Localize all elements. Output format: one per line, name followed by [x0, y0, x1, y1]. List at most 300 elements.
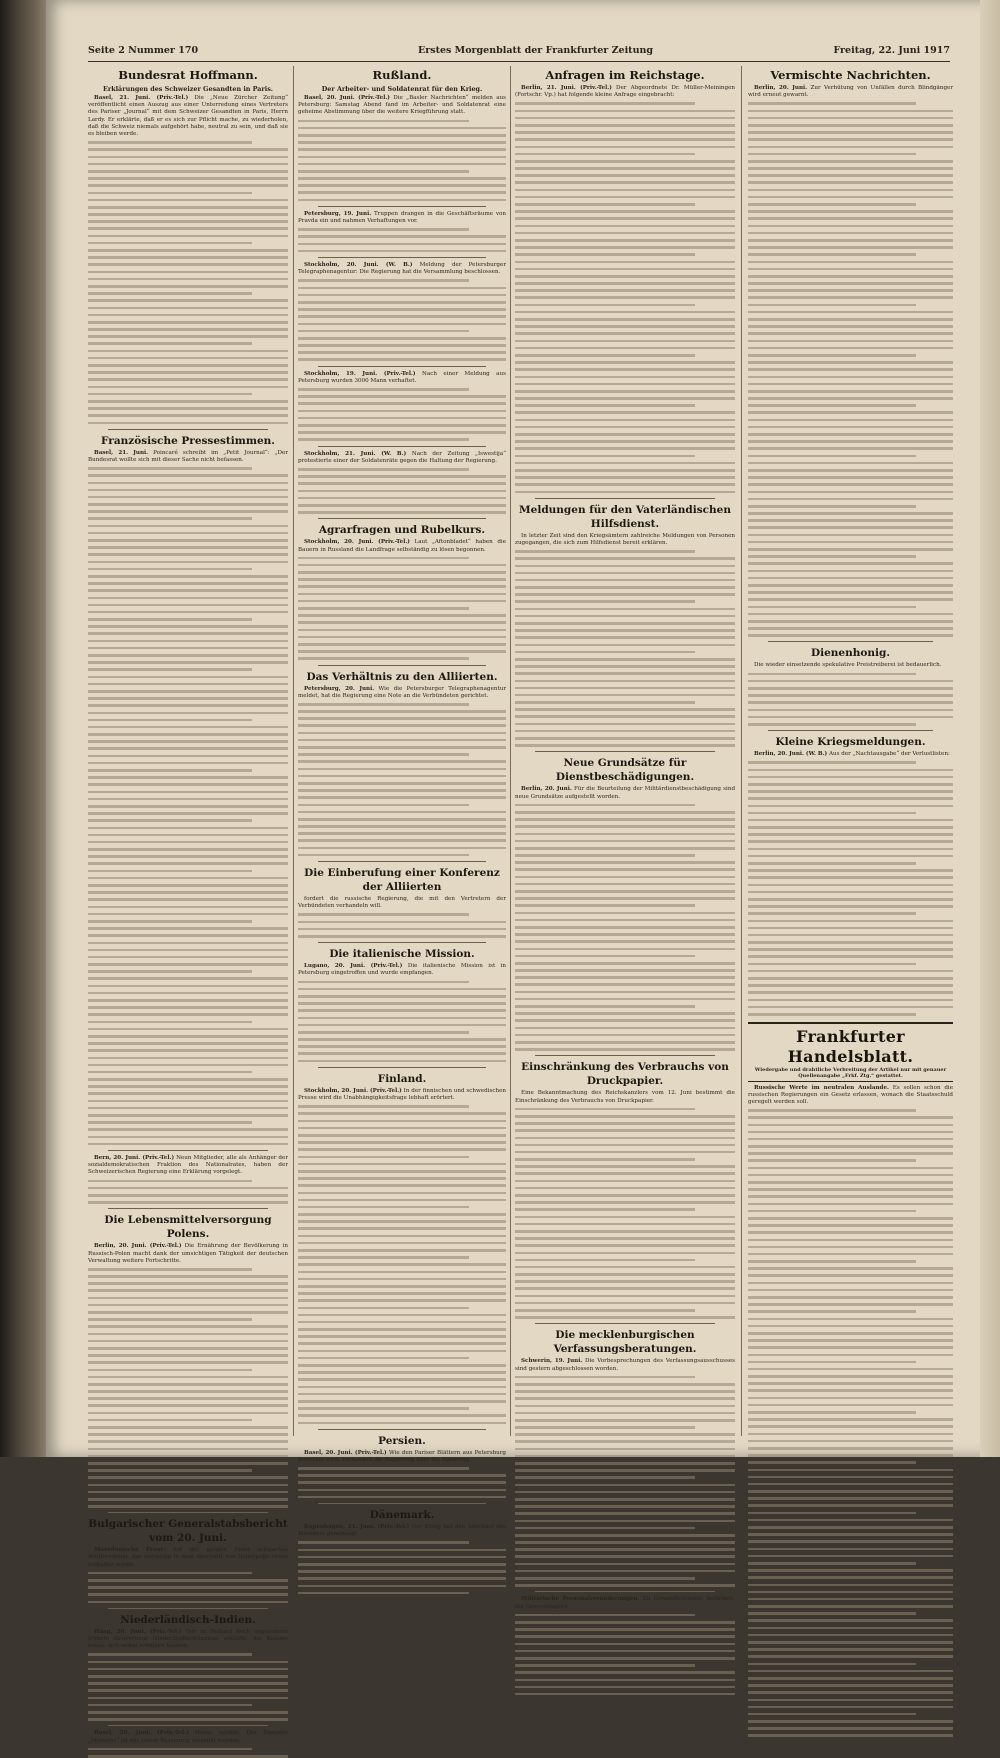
- section-note: Wiedergabe und drahtliche Verbreitung der Artikel nur mit genauer Quellenangabe „Frkf. Ztg.“ gestattet.: [754, 1066, 947, 1079]
- illegible-text-block: [88, 1748, 288, 1758]
- illegible-text-block: [298, 1467, 506, 1498]
- column-rule: [510, 66, 511, 1436]
- text-line: [515, 723, 735, 726]
- text-line: [298, 358, 506, 361]
- text-line: [88, 1682, 288, 1685]
- text-line: [748, 970, 953, 973]
- text-line: [515, 296, 735, 299]
- text-line: [515, 847, 735, 850]
- text-line: [298, 351, 506, 354]
- text-line: [515, 926, 735, 929]
- text-line: [515, 586, 735, 589]
- article-separator: [108, 1608, 268, 1609]
- text-line: [298, 1549, 506, 1552]
- text-line: [298, 1563, 506, 1566]
- dateline: Basel, 21. Juni. (Priv.-Tel.): [94, 95, 189, 101]
- text-line: [88, 1412, 288, 1415]
- text-line: [515, 1390, 735, 1393]
- article-paragraph: [298, 896, 506, 910]
- article-text: Die Ernährung der Bevölkerung in Russisch-Polen macht dank der umsichtigen Tätigkeit der deutschen Verwaltung weitere Fortschritte.: [88, 1243, 288, 1264]
- text-line: [88, 927, 288, 930]
- text-line: [88, 1057, 288, 1060]
- text-line: [298, 1199, 506, 1202]
- text-line: [515, 708, 735, 711]
- text-line: [298, 636, 506, 639]
- text-line: [298, 921, 506, 924]
- article-text: Der in Holland hoch angesehene frühere Gouverneur Niederländisch-Indiens erklärte, die Kolonie müsse sich selbst schützen können.: [88, 1628, 289, 1650]
- text-line: [88, 1601, 288, 1604]
- text-line: [88, 1354, 288, 1357]
- text-line: [515, 1129, 735, 1132]
- text-line: [298, 424, 506, 427]
- dateline: Berlin, 20. Juni.: [754, 85, 808, 91]
- text-line: [298, 1184, 506, 1187]
- text-line: [88, 697, 288, 700]
- article-paragraph: [298, 539, 506, 553]
- text-line: [298, 1285, 506, 1288]
- article-paragraph: [515, 786, 735, 800]
- text-line: [88, 249, 288, 252]
- text-line: [748, 584, 953, 587]
- text-line: [88, 503, 288, 506]
- text-line: [748, 476, 953, 479]
- text-line: [298, 134, 506, 137]
- text-line: [748, 404, 916, 407]
- text-line: [88, 1304, 288, 1307]
- text-line: [748, 687, 953, 690]
- text-line: [748, 1526, 953, 1529]
- text-line: [515, 1137, 735, 1140]
- text-line: [748, 1655, 953, 1658]
- text-line: [515, 1527, 695, 1530]
- text-line: [88, 1187, 288, 1190]
- text-line: [515, 1664, 695, 1667]
- text-line: [748, 694, 953, 697]
- text-line: [88, 589, 288, 592]
- text-line: [748, 361, 953, 364]
- text-line: [515, 447, 735, 450]
- text-line: [515, 131, 735, 134]
- text-line: [748, 977, 953, 980]
- page-edge: [980, 0, 1000, 1457]
- text-line: [88, 1426, 288, 1429]
- article: [298, 262, 506, 361]
- text-line: [748, 716, 953, 719]
- text-line: [748, 826, 953, 829]
- column-rule: [293, 66, 294, 1436]
- article-text: Wie den Pariser Blättern aus Petersburg berichtet wird, verhandelt die Regierung über die Räumung.: [298, 1449, 507, 1463]
- text-line: [298, 475, 506, 478]
- text-line: [298, 710, 506, 713]
- text-line: [88, 647, 288, 650]
- text-line: [515, 680, 735, 683]
- text-line: [748, 1483, 953, 1486]
- text-line: [298, 1371, 506, 1374]
- text-line: [515, 419, 735, 422]
- article: [515, 68, 735, 493]
- illegible-text-block: [748, 1109, 953, 1737]
- text-line: [298, 1213, 506, 1216]
- illegible-text-block: [298, 981, 506, 1063]
- text-line: [298, 557, 469, 560]
- text-line: [748, 1138, 953, 1141]
- text-line: [748, 1598, 953, 1601]
- article: [515, 1060, 735, 1318]
- text-line: [748, 891, 953, 894]
- text-line: [88, 783, 288, 786]
- text-line: [88, 184, 288, 187]
- text-line: [748, 955, 953, 958]
- text-line: [88, 877, 288, 880]
- text-line: [88, 263, 288, 266]
- dateline: Stockholm, 20. Juni. (W. B.): [304, 262, 413, 269]
- dateline: Stockholm, 21. Juni. (W. B.): [304, 450, 407, 457]
- text-line: [298, 593, 506, 596]
- text-line: [88, 1419, 252, 1422]
- text-line: [748, 1346, 953, 1349]
- text-line: [298, 417, 506, 420]
- text-line: [88, 177, 288, 180]
- text-line: [748, 1282, 953, 1285]
- text-line: [88, 582, 288, 585]
- text-line: [298, 739, 506, 742]
- text-line: [748, 912, 916, 915]
- text-line: [748, 1195, 953, 1198]
- text-line: [515, 557, 735, 560]
- text-line: [748, 1231, 953, 1234]
- text-line: [88, 1390, 288, 1393]
- text-line: [298, 643, 506, 646]
- text-line: [298, 768, 506, 771]
- text-line: [88, 371, 288, 374]
- text-line: [88, 1653, 252, 1656]
- text-line: [88, 1180, 252, 1183]
- text-line: [88, 1755, 288, 1758]
- text-line: [748, 325, 953, 328]
- text-line: [88, 242, 252, 245]
- text-line: [88, 1114, 288, 1117]
- text-line: [515, 110, 735, 113]
- text-line: [88, 891, 288, 894]
- article-text: Laut „Aftonbladet“ haben die Bauern in Russland die Landfrage selbständig zu lösen begonnen.: [298, 539, 507, 553]
- text-line: [88, 1085, 288, 1088]
- text-line: [748, 680, 953, 683]
- text-line: [298, 1009, 506, 1012]
- article-paragraph: [298, 451, 506, 465]
- text-line: [298, 1141, 506, 1144]
- text-line: [88, 798, 288, 801]
- text-line: [298, 1400, 506, 1403]
- text-line: [298, 1017, 506, 1020]
- text-line: [748, 1619, 953, 1622]
- text-line: [515, 153, 695, 156]
- text-line: [748, 1109, 916, 1112]
- text-line: [515, 1491, 735, 1494]
- text-line: [515, 1108, 695, 1111]
- article-text: In der finnischen und schwedischen Presse wird die Unabhängigkeitsfrage lebhaft erörtert.: [298, 1087, 506, 1102]
- article-headline: Niederländisch-Indien.: [120, 1613, 256, 1626]
- text-line: [515, 1259, 695, 1262]
- text-line: [298, 1227, 506, 1230]
- text-line: [515, 1005, 695, 1008]
- text-line: [88, 1311, 288, 1314]
- article-text: Aus der „Nachtausgabe“ der Verlustlisten:: [828, 751, 950, 758]
- text-line: [298, 753, 469, 756]
- text-line: [748, 723, 916, 726]
- article: [298, 371, 506, 441]
- text-line: [88, 704, 288, 707]
- text-line: [88, 827, 288, 830]
- text-line: [515, 579, 735, 582]
- article-text: Meldung der Petersburger Telegraphenagentur: Die Regierung hat die Versammlung beschlossen.: [298, 262, 506, 276]
- text-line: [298, 650, 506, 653]
- section-title: Frankfurter Handelsblatt.: [787, 1026, 914, 1066]
- text-line: [88, 1064, 288, 1067]
- article-paragraph: [748, 85, 953, 99]
- masthead-line: Erstes Morgenblatt der Frankfurter Zeitung: [418, 45, 654, 56]
- text-line: [515, 983, 735, 986]
- text-line: [748, 1354, 953, 1357]
- text-line: [88, 510, 288, 513]
- text-line: [748, 1013, 916, 1016]
- section-banner: [748, 1022, 953, 1082]
- text-line: [515, 854, 695, 857]
- text-line: [298, 388, 469, 391]
- article: [298, 1072, 506, 1424]
- text-line: [515, 912, 735, 915]
- text-line: [298, 294, 506, 297]
- text-line: [515, 565, 735, 568]
- text-line: [748, 1634, 953, 1637]
- text-line: [88, 934, 288, 937]
- text-line: [748, 1497, 953, 1500]
- text-line: [748, 483, 953, 486]
- text-line: [748, 1303, 953, 1306]
- text-line: [748, 447, 953, 450]
- text-line: [515, 1273, 735, 1276]
- text-line: [515, 1216, 735, 1219]
- text-line: [298, 431, 506, 434]
- article-headline: Anfragen im Reichstage.: [545, 68, 705, 82]
- article-text: fordert die russische Regierung, die mit den Vertretern der Verbündeten verhandeln will.: [298, 896, 506, 910]
- article: [88, 1517, 288, 1603]
- text-line: [748, 1210, 916, 1213]
- text-line: [748, 1289, 953, 1292]
- text-line: [515, 1541, 735, 1544]
- text-line: [88, 611, 288, 614]
- article: [88, 1613, 288, 1721]
- article-paragraph: [88, 1155, 288, 1177]
- dateline: Kopenhagen, 21. Juni. (Priv.-Tel.): [304, 1524, 410, 1531]
- text-line: [748, 1576, 953, 1579]
- text-line: [298, 1467, 469, 1470]
- text-line: [298, 760, 506, 763]
- text-line: [515, 325, 735, 328]
- dateline: Bern, 20. Juni. (Priv.-Tel.): [94, 1154, 175, 1161]
- text-line: [88, 862, 288, 865]
- text-line: [515, 1671, 735, 1674]
- text-line: [88, 1455, 288, 1458]
- text-line: [298, 1489, 506, 1492]
- text-line: [748, 606, 916, 609]
- text-line: [88, 393, 252, 396]
- article-paragraph: [88, 95, 288, 138]
- text-line: [515, 1165, 735, 1168]
- text-line: [748, 701, 953, 704]
- text-line: [515, 572, 735, 575]
- text-line: [298, 1105, 469, 1108]
- text-line: [88, 156, 288, 159]
- article-headline: Die Lebensmittelversorgung Polens.: [104, 1214, 272, 1241]
- text-line: [515, 1122, 735, 1125]
- text-line: [88, 1505, 288, 1508]
- text-line: [515, 1237, 735, 1240]
- text-line: [298, 913, 469, 916]
- article-separator: [108, 429, 268, 430]
- article-headline: Die Einberufung einer Konferenz der Alliierten: [304, 867, 500, 894]
- text-line: [298, 832, 506, 835]
- text-line: [515, 476, 735, 479]
- text-line: [515, 1555, 735, 1558]
- text-line: [298, 732, 506, 735]
- text-line: [748, 1339, 953, 1342]
- text-line: [515, 744, 735, 747]
- text-line: [298, 717, 506, 720]
- text-line: [748, 210, 953, 213]
- text-line: [298, 1292, 506, 1295]
- text-line: [748, 318, 953, 321]
- article-text: Die „Neue Zürcher Zeitung“ veröffentlicht einen Auszug aus einer Unterredung eines Vertreters des Pariser „Journal“ mit dem Schweizer Gesandten in Paris, Herrn Lardy. Er erklärte, daß er es sich zur Pflicht mache, zu wiederholen, daß die Schweiz niemals aufgehört habe, neutral zu sein, und daß sie es bleiben werde.: [88, 95, 289, 138]
- column-2: [298, 66, 507, 1538]
- text-line: [298, 1474, 506, 1477]
- text-line: [88, 906, 288, 909]
- text-line: [748, 855, 953, 858]
- text-line: [748, 1131, 953, 1134]
- text-line: [88, 942, 288, 945]
- text-line: [748, 1584, 953, 1587]
- text-line: [298, 1314, 506, 1317]
- text-line: [748, 275, 953, 278]
- text-line: [298, 410, 506, 413]
- text-line: [88, 1572, 252, 1575]
- text-line: [748, 376, 953, 379]
- text-line: [88, 819, 252, 822]
- article-separator: [535, 1055, 715, 1056]
- text-line: [748, 1591, 953, 1594]
- text-line: [515, 282, 735, 285]
- text-line: [298, 228, 469, 231]
- text-line: [88, 482, 288, 485]
- text-line: [515, 1266, 735, 1269]
- text-line: [298, 1271, 506, 1274]
- dateline: Petersburg, 19. Juni.: [304, 210, 372, 217]
- text-line: [88, 206, 288, 209]
- text-line: [515, 1584, 735, 1587]
- text-line: [298, 1378, 506, 1381]
- text-line: [88, 192, 252, 195]
- text-line: [515, 1455, 735, 1458]
- text-line: [748, 304, 916, 307]
- article: [298, 670, 506, 857]
- text-line: [748, 1296, 953, 1299]
- text-line: [88, 335, 288, 338]
- text-line: [515, 1635, 735, 1638]
- article-headline: Meldungen für den Vaterländischen Hilfsdienst.: [519, 503, 731, 530]
- text-line: [515, 1548, 735, 1551]
- text-line: [515, 933, 735, 936]
- text-line: [298, 1321, 506, 1324]
- article-separator: [768, 641, 933, 642]
- text-line: [748, 1361, 916, 1364]
- text-line: [298, 323, 506, 326]
- text-line: [298, 1357, 469, 1360]
- text-line: [298, 847, 506, 850]
- text-line: [88, 1711, 288, 1714]
- illegible-text-block: [298, 1105, 506, 1424]
- text-line: [88, 855, 288, 858]
- text-line: [748, 709, 953, 712]
- text-line: [515, 804, 695, 807]
- text-line: [515, 550, 695, 553]
- text-line: [515, 1187, 735, 1190]
- text-line: [515, 246, 735, 249]
- text-line: [748, 948, 953, 951]
- text-line: [515, 1194, 735, 1197]
- text-line: [298, 578, 506, 581]
- text-line: [298, 1127, 506, 1130]
- text-line: [88, 985, 288, 988]
- text-line: [515, 1172, 735, 1175]
- text-line: [88, 1275, 288, 1278]
- page-number: Seite 2 Nummer 170: [88, 45, 199, 56]
- text-line: [298, 184, 506, 187]
- article-text: Die wieder einsetzende spekulative Preistreiberei ist bedauerlich.: [754, 662, 942, 669]
- text-line: [515, 146, 735, 149]
- article-separator: [535, 751, 715, 752]
- article-headline: Kleine Kriegsmeldungen.: [775, 736, 926, 749]
- article: [298, 68, 506, 201]
- text-line: [748, 189, 953, 192]
- text-line: [298, 928, 506, 931]
- article: [298, 866, 506, 938]
- text-line: [88, 1333, 288, 1336]
- text-line: [298, 839, 506, 842]
- text-line: [515, 665, 735, 668]
- text-line: [88, 422, 288, 425]
- text-line: [88, 539, 288, 542]
- text-line: [298, 1481, 506, 1484]
- text-line: [88, 776, 288, 779]
- text-line: [298, 1386, 506, 1389]
- text-line: [298, 1249, 506, 1252]
- article-paragraph: [298, 211, 506, 225]
- text-line: [88, 654, 288, 657]
- text-line: [88, 841, 288, 844]
- text-line: [748, 1224, 953, 1227]
- text-line: [748, 167, 953, 170]
- article: [88, 1730, 288, 1757]
- text-line: [515, 593, 735, 596]
- article-paragraph: [88, 450, 288, 464]
- text-line: [298, 1328, 506, 1331]
- text-line: [88, 1121, 252, 1124]
- text-line: [515, 491, 735, 494]
- text-line: [748, 282, 953, 285]
- text-line: [748, 153, 916, 156]
- text-line: [748, 138, 953, 141]
- text-line: [515, 672, 735, 675]
- text-line: [298, 120, 469, 123]
